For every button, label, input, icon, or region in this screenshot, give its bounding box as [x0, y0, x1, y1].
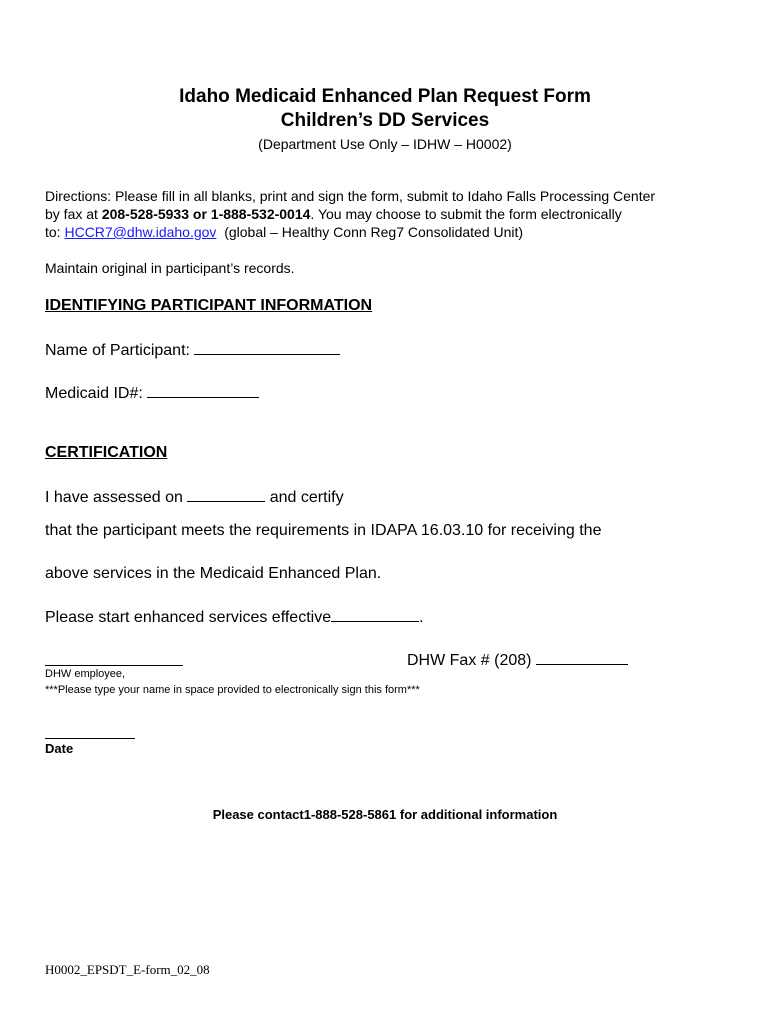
- footer-form-code: H0002_EPSDT_E-form_02_08: [45, 962, 210, 977]
- form-title-line1: Idaho Medicaid Enhanced Plan Request Form: [179, 86, 591, 107]
- cert-line2: that the participant meets the requirements in IDAPA 16.03.10 for receiving the: [45, 522, 602, 539]
- dhw-fax-row: [407, 649, 628, 670]
- maintain-note: Maintain original in participant’s records.: [45, 260, 295, 276]
- date-label: Date: [45, 741, 74, 756]
- form-title-line2: Children’s DD Services: [280, 110, 490, 131]
- section-identifying-heading: IDENTIFYING PARTICIPANT INFORMATION: [45, 297, 373, 314]
- assessed-prefix: I have assessed on: [45, 489, 188, 506]
- directions-line3: [45, 224, 523, 240]
- date-signature-line[interactable]: [45, 738, 135, 739]
- employee-label: DHW employee,: [45, 668, 126, 680]
- directions-line2: [45, 206, 622, 222]
- directions-line1: Directions: Please fill in all blanks, print and sign the form, submit to Idaho Falls Processing Center: [45, 188, 656, 204]
- start-date-field[interactable]: [331, 606, 419, 622]
- directions-line2-suffix: . You may choose to submit the form electronically: [310, 206, 622, 222]
- medicaid-label: Medicaid ID#:: [45, 385, 148, 402]
- name-label: Name of Participant:: [45, 342, 195, 359]
- form-subtitle: (Department Use Only – IDHW – H0002): [258, 136, 512, 152]
- employee-signature-line[interactable]: [45, 665, 183, 666]
- cert-line3: above services in the Medicaid Enhanced Plan.: [45, 565, 382, 582]
- start-suffix: .: [419, 609, 424, 626]
- start-services-row: [45, 606, 424, 627]
- name-field[interactable]: [194, 339, 340, 355]
- name-of-participant-row: [45, 339, 340, 360]
- directions-line3-suffix: (global – Healthy Conn Reg7 Consolidated Unit): [216, 224, 524, 240]
- directions-line2-prefix: by fax at: [45, 206, 102, 222]
- sign-note: ***Please type your name in space provided to electronically sign this form***: [45, 684, 420, 696]
- directions-line3-prefix: to:: [45, 224, 65, 240]
- fax-numbers: 208-528-5933 or 1-888-532-0014: [101, 206, 311, 222]
- email-link[interactable]: HCCR7@dhw.idaho.gov: [64, 224, 217, 240]
- fax-label: DHW Fax # (208): [407, 652, 536, 669]
- medicaid-id-field[interactable]: [147, 382, 259, 398]
- dhw-fax-field[interactable]: [536, 649, 628, 665]
- assessed-row: [45, 486, 344, 507]
- assessed-date-field[interactable]: [187, 486, 265, 502]
- section-certification-heading: CERTIFICATION: [45, 444, 168, 461]
- medicaid-id-row: [45, 382, 259, 403]
- assessed-suffix: and certify: [265, 489, 344, 506]
- start-prefix: Please start enhanced services effective: [45, 609, 332, 626]
- contact-info: Please contact1-888-528-5861 for additional information: [212, 807, 558, 822]
